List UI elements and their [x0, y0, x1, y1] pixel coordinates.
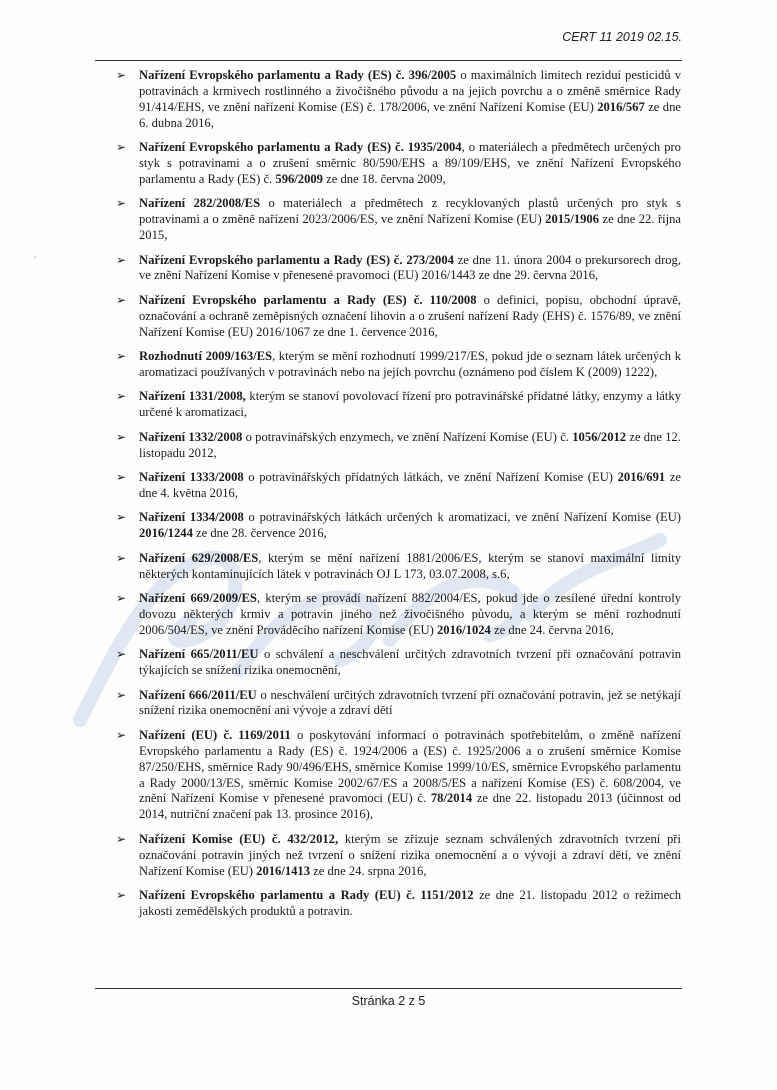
arrow-bullet-icon: ➢ [116, 429, 127, 444]
regulation-description: o neschválení určitých zdravotních tvrzení při označování potravin, jež se netýkají snížení rizika onemocnění ani vývoje a zdraví dětí [139, 687, 682, 718]
scan-mark: ' [34, 255, 36, 265]
amendment-date: ze dne 22. listopadu 2013 (účinnost od 2014, nutriční značení pak 13. prosince 2016), [139, 791, 681, 822]
arrow-bullet-icon: ➢ [116, 590, 127, 605]
arrow-bullet-icon: ➢ [116, 687, 127, 702]
header-divider [95, 60, 682, 61]
legislation-item [116, 888, 681, 920]
arrow-bullet-icon: ➢ [116, 831, 127, 846]
amendment-number: 1056/2012 [572, 429, 627, 444]
legislation-item [116, 253, 681, 285]
amendment-date: ze dne 28. července 2016, [192, 526, 327, 541]
regulation-title: Rozhodnutí 2009/163/ES [139, 349, 273, 364]
amendment-date: ze dne 24. června 2016, [490, 622, 614, 637]
regulation-description: o definici, popisu, obchodní úpravě, označování a ochraně zeměpisných označení lihovin a o zrušení nařízení Rady (EHS) č. 1576/89, ve znění Nařízení Komise (EU) 2016/1067 ze dne 1. července 2016, [139, 292, 682, 339]
arrow-bullet-icon: ➢ [116, 550, 127, 565]
legislation-item [116, 389, 681, 421]
amendment-number: 2016/1244 [139, 526, 193, 541]
legislation-item [116, 728, 681, 823]
legislation-list [116, 68, 681, 928]
regulation-title: Nařízení (EU) č. 1169/2011 [139, 727, 291, 742]
regulation-description: ze dne 11. února 2004 o prekursorech drog, ve znění Nařízení Komise v přenesené pravomoci (EU) 2016/1443 ze dne 29. června 2016, [139, 252, 681, 283]
arrow-bullet-icon: ➢ [116, 727, 127, 742]
arrow-bullet-icon: ➢ [116, 349, 127, 364]
regulation-title: Nařízení 1334/2008 [139, 510, 244, 525]
legislation-item [116, 349, 681, 381]
amendment-number: 2015/1906 [545, 212, 600, 227]
regulation-title: Nařízení Evropského parlamentu a Rady (ES) č. 110/2008 [139, 292, 477, 307]
certificate-reference: CERT 11 2019 02.15. [562, 30, 682, 44]
legislation-item [116, 470, 681, 502]
amendment-date: ze dne 18. června 2009, [322, 171, 446, 186]
arrow-bullet-icon: ➢ [116, 389, 127, 404]
legislation-item [116, 510, 681, 542]
regulation-description: o potravinářských přídatných látkách, ve znění Nařízení Komise (EU) [243, 470, 618, 485]
regulation-description: , kterým se mění rozhodnutí 1999/217/ES, pokud jde o seznam látek určených k aromatizaci používaných v potravinách nebo na jejich povrchu (oznámeno pod číslem K (2009) 1222), [139, 349, 681, 379]
regulation-description: o schválení a neschválení určitých zdravotních tvrzení při označování potravin týkajících se snížení rizika onemocnění, [139, 647, 682, 678]
regulation-description: ze dne 21. listopadu 2012 o režimech jakosti zemědělských produktů a potravin. [139, 887, 681, 918]
regulation-description: , o materiálech a předmětech určených pro styk s potravinami a o zrušení směrnic 80/590/EHS a 89/109/EHS, ve znění Nařízení Evropského parlamentu a Rady (ES) č. [139, 140, 681, 186]
arrow-bullet-icon: ➢ [116, 647, 127, 662]
amendment-date: ze dne 24. srpna 2016, [310, 863, 427, 878]
amendment-number: 596/2009 [275, 171, 323, 186]
regulation-title: Nařízení Evropského parlamentu a Rady (ES) č. 396/2005 [139, 68, 457, 82]
legislation-item [116, 647, 681, 679]
amendment-number: 2016/1413 [256, 863, 311, 878]
amendment-number: 2016/691 [617, 470, 666, 485]
regulation-title: Nařízení 1333/2008 [139, 470, 244, 485]
legislation-item [116, 68, 681, 132]
amendment-date: ze dne 6. dubna 2016, [139, 99, 681, 130]
regulation-title: Nařízení Evropského parlamentu a Rady (EU) č. 1151/2012 [139, 887, 474, 902]
regulation-description: o maximálních limitech reziduí pesticidů v potravinách a krmivech rostlinného a živočišného původu a na jejich povrchu a o změně směrnice Rady 91/414/EHS, ve znění nařízení Komise (ES) č. 178/2006, ve znění Nařízení Komise (EU) [139, 68, 681, 114]
regulation-title: Nařízení 282/2008/ES [139, 196, 261, 211]
arrow-bullet-icon: ➢ [116, 140, 127, 155]
regulation-title: Nařízení 665/2011/EU [139, 647, 259, 662]
arrow-bullet-icon: ➢ [116, 510, 127, 525]
legislation-item [116, 196, 681, 244]
footer-divider [95, 988, 682, 989]
regulation-title: Nařízení Komise (EU) č. 432/2012, [139, 831, 339, 846]
legislation-item [116, 551, 681, 583]
page-number: Stránka 2 z 5 [351, 994, 426, 1008]
regulation-title: Nařízení 1332/2008 [139, 429, 243, 444]
regulation-description: o poskytování informací o potravinách spotřebitelům, o změně nařízení Evropského parlamentu a Rady (ES) č. 1924/2006 a (ES) č. 1925/2006 a o zrušení směrnice Komise 87/250/EHS, směrnice Rady 90/496/EHS, směrnice Komise 1999/10/ES, směrnice Evropského parlamentu a Rady 2000/13/ES, směrnic Komise 2002/67/ES a 2008/5/ES a nařízení Komise (ES) č. 608/2004, ve znění Nařízení Komise v přenesené pravomoci (EU) č. [139, 727, 681, 806]
regulation-title: Nařízení 629/2008/ES [139, 550, 259, 565]
legislation-item [116, 430, 681, 462]
regulation-description: , kterým se mění nařízení 1881/2006/ES, kterým se stanoví maximální limity některých kontaminujících látek v potravinách OJ L 173, 03.07.2008, s.6, [139, 550, 681, 581]
regulation-title: Nařízení 666/2011/EU [139, 687, 257, 702]
regulation-description: o potravinářských látkách určených k aromatizaci, ve znění Nařízení Komise (EU) [243, 510, 682, 525]
amendment-number: 78/2014 [430, 791, 473, 806]
arrow-bullet-icon: ➢ [116, 196, 127, 211]
legislation-item [116, 140, 681, 188]
regulation-title: Nařízení 669/2009/ES [139, 590, 257, 605]
arrow-bullet-icon: ➢ [116, 252, 127, 267]
regulation-description: kterým se stanoví povolovací řízení pro potravinářské přídatné látky, enzymy a látky určené k aromatizaci, [139, 389, 681, 420]
regulation-description: o potravinářských enzymech, ve znění Nařízení Komise (EU) č. [242, 429, 573, 444]
regulation-title: Nařízení 1331/2008, [139, 389, 246, 404]
amendment-date: ze dne 22. října 2015, [139, 212, 682, 243]
regulation-title: Nařízení Evropského parlamentu a Rady (ES) č. 1935/2004 [139, 140, 462, 155]
amendment-number: 2016/1024 [436, 622, 491, 637]
arrow-bullet-icon: ➢ [116, 68, 127, 82]
amendment-date: ze dne 4. května 2016, [139, 470, 681, 500]
regulation-description: kterým se zřizuje seznam schválených zdravotních tvrzení při označování potravin jiných než tvrzení o snížení rizika onemocnění a o vývoji a zdraví dětí, ve znění Nařízení Komise (EU) [139, 831, 681, 878]
arrow-bullet-icon: ➢ [116, 887, 127, 902]
regulation-description: o materiálech a předmětech z recyklovaných plastů určených pro styk s potravinami a o změně nařízení 2023/2006/ES, ve znění Nařízení Komise (EU) [139, 196, 681, 227]
regulation-description: , kterým se provádí nařízení 882/2004/ES, pokud jde o zesílené úřední kontroly dovozu některých krmiv a potravin jiného než živočišného původu, a kterým se mění rozhodnutí 2006/504/ES, ve znění Prováděcího nařízení Komise (EU) [139, 590, 681, 637]
arrow-bullet-icon: ➢ [116, 470, 127, 485]
legislation-item [116, 832, 681, 880]
regulation-title: Nařízení Evropského parlamentu a Rady (ES) č. 273/2004 [139, 252, 454, 267]
legislation-item [116, 591, 681, 639]
amendment-number: 2016/567 [597, 99, 645, 114]
legislation-item [116, 688, 681, 720]
legislation-item [116, 293, 681, 341]
amendment-date: ze dne 12. listopadu 2012, [139, 429, 681, 460]
arrow-bullet-icon: ➢ [116, 292, 127, 307]
